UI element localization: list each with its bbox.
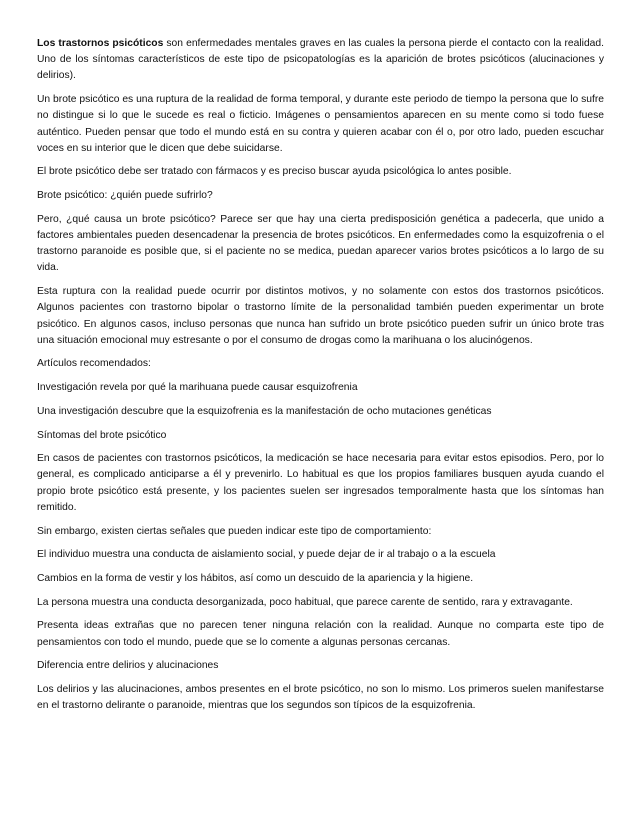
paragraph-other-disorders: Esta ruptura con la realidad puede ocurrir por distintos motivos, y no solamente con estos dos trastornos psicóticos. Algunos pacientes con trastorno bipolar o trastorno límite de la personalidad también pueden experimentar un brote psicótico. En algunos casos, incluso personas que nunca han sufrido un brote psicótico pueden sufrir un único brote tras una situación emocional muy estresante o por el consumo de drogas como la marihuana o los alucinógenos. — [37, 286, 604, 346]
intro-paragraph — [37, 36, 604, 85]
paragraph-treatment: El brote psicótico debe ser tratado con fármacos y es preciso buscar ayuda psicológica lo antes posible. — [37, 166, 512, 178]
paragraph-delusions-hallucinations: Los delirios y las alucinaciones, ambos presentes en el brote psicótico, no son lo mismo. Los primeros suelen manifestarse en el trastorno delirante o paranoide, mientras que los segundos son típicos de la esquizofrenia. — [37, 684, 604, 712]
heading-symptoms: Síntomas del brote psicótico — [37, 429, 167, 441]
paragraph-signals-intro: Sin embargo, existen ciertas señales que pueden indicar este tipo de comportamiento: — [37, 525, 432, 537]
heading-delusions-vs-hallucinations: Diferencia entre delirios y alucinaciones — [37, 660, 219, 672]
paragraph-medication: En casos de pacientes con trastornos psicóticos, la medicación se hace necesaria para evitar estos episodios. Pero, por lo general, es complicado anticiparse a él y prevenirlo. Lo habitual es que los propios familiares busquen ayuda cuando el propio brote psicótico está presente, y los pacientes suelen ser ingresados temporalmente hasta que los síntomas han remitido. — [37, 453, 604, 513]
signal-disorganized-behavior: La persona muestra una conducta desorganizada, poco habitual, que parece carente de sentido, rara y extravagante. — [37, 596, 573, 608]
signal-social-isolation: El individuo muestra una conducta de aislamiento social, y puede dejar de ir al trabajo o a la escuela — [37, 549, 496, 561]
recommended-article-mutations: Una investigación descubre que la esquizofrenia es la manifestación de ocho mutaciones genéticas — [37, 405, 492, 417]
recommended-article-marihuana: Investigación revela por qué la marihuana puede causar esquizofrenia — [37, 382, 358, 394]
signal-strange-ideas: Presenta ideas extrañas que no parecen tener ninguna relación con la realidad. Aunque no comparta este tipo de pensamientos con todo el mundo, puede que se lo comente a algunas personas cercanas. — [37, 620, 604, 648]
intro-lead-term: Los trastornos psicóticos — [37, 38, 164, 49]
signal-appearance-changes: Cambios en la forma de vestir y los hábitos, así como un descuido de la apariencia y la higiene. — [37, 572, 474, 584]
paragraph-causes: Pero, ¿qué causa un brote psicótico? Parece ser que hay una cierta predisposición genética a padecerla, que unido a factores ambientales pueden desencadenar la presencia de brotes psicóticos. En enfermedades como la esquizofrenia o el trastorno paranoide es posible que, si el paciente no se medica, puedan aparecer varios brotes psicóticos a lo largo de su vida. — [37, 213, 604, 274]
heading-who-can-suffer: Brote psicótico: ¿quién puede sufrirlo? — [37, 190, 213, 202]
heading-recommended-articles: Artículos recomendados: — [37, 358, 151, 370]
paragraph-brote-definition: Un brote psicótico es una ruptura de la realidad de forma temporal, y durante este periodo de tiempo la persona que lo sufre no distingue si lo que le sucede es real o ficticio. Imágenes o pensamientos aparecen en su mente como si todo fuese auténtico. Pueden pensar que todo el mundo está en su contra y quieren acabar con él o, por otro lado, pueden escuchar voces en su interior que le dicen que debe suicidarse. — [37, 94, 604, 154]
intro-text: son enfermedades mentales graves en las cuales la persona pierde el contacto con la realidad. Uno de los síntomas característicos de este tipo de psicopatologías es la aparición de brotes psicóticos (alucinaciones y delirios). — [37, 38, 604, 82]
